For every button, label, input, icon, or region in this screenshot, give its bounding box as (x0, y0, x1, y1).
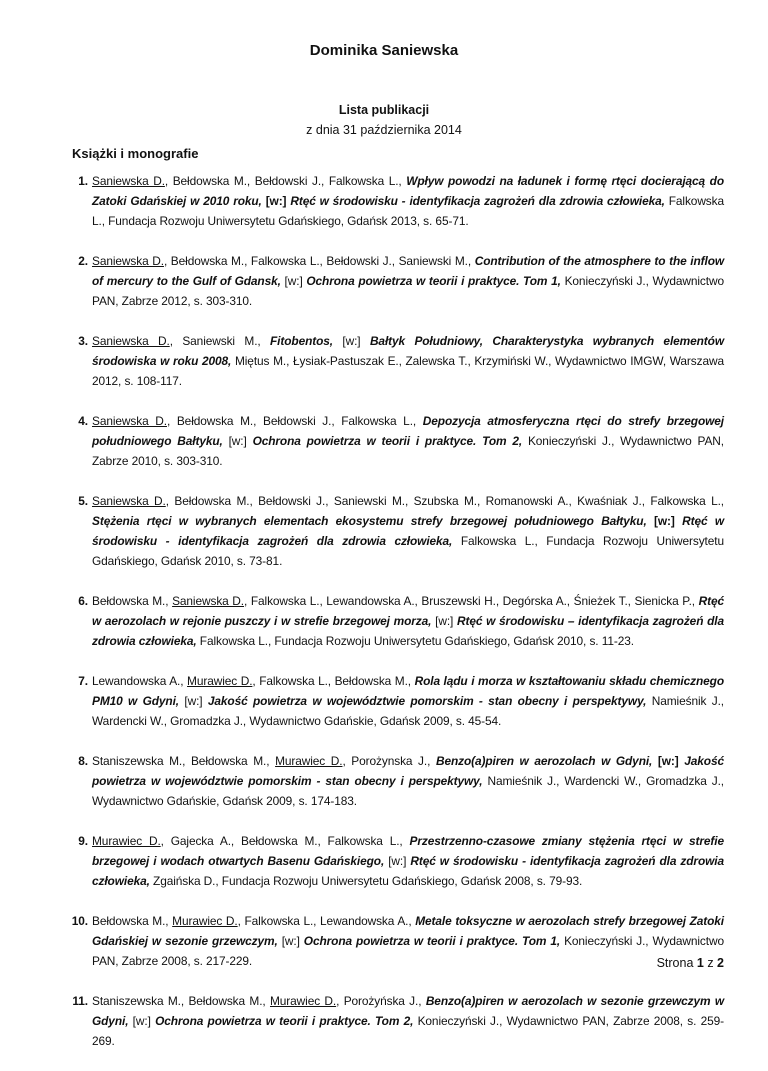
entry-title: Ochrona powietrza w teorii i praktyce. Tom 1, (303, 934, 561, 948)
entry-title: Benzo(a)piren w aerozolach w sezonie grzewczym w Gdyni, (92, 994, 724, 1028)
entry-title: Wpływ powodzi na ładunek i formę rtęci docierającą do Zatoki Gdańskiej w 2010 roku, (92, 174, 725, 208)
entry-title: Rola lądu i morza w kształtowaniu składu chemicznego PM10 w Gdyni, (92, 674, 724, 708)
document-subheader (0, 100, 768, 140)
entry-number: 4. (78, 414, 88, 428)
entry-text: Konieczyński J., Wydawnictwo PAN, Zabrze 2012, s. 303-310. (92, 274, 724, 308)
entry-title: Jakość powietrza w województwie pomorskim - stan obecny i perspektywy, (92, 754, 724, 788)
publication-entry (78, 491, 725, 571)
entry-number: 7. (78, 674, 88, 688)
author-highlight: Murawiec D. (187, 674, 253, 688)
entry-text: Zgaińska D., Fundacja Rozwoju Uniwersytetu Gdańskiego, Gdańsk 2008, s. 79-93. (149, 874, 583, 888)
entry-text: Falkowska L., Fundacja Rozwoju Uniwersytetu Gdańskiego, Gdańsk 2013, s. 65-71. (92, 194, 725, 228)
entry-title: Jakość powietrza w województwie pomorskim - stan obecny i perspektywy, (207, 694, 647, 708)
publication-entry (72, 991, 724, 1051)
entry-number: 8. (78, 754, 88, 768)
entry-text: , Bełdowska M., Bełdowski J., Falkowska L., (166, 414, 423, 428)
entry-text: Konieczyński J., Wydawnictwo PAN, Zabrze 2010, s. 303-310. (92, 434, 724, 468)
publication-entry (78, 331, 724, 391)
publication-entry (78, 831, 724, 891)
entry-text: [w:] (431, 614, 457, 628)
entry-text: [w:] (277, 934, 304, 948)
document-title: Dominika Saniewska (309, 42, 459, 59)
publication-entry (78, 251, 725, 311)
entry-text: Bełdowska M., (92, 914, 173, 928)
author-highlight: Saniewska D. (172, 594, 245, 608)
publication-entry (71, 911, 724, 971)
current-page: 1 (696, 956, 704, 970)
publication-entry (78, 591, 724, 651)
entry-text: , Falkowska L., Lewandowska A., Bruszewski H., Degórska A., Śnieżek T., Sienicka P., (244, 594, 699, 608)
entry-text: , Saniewski M., (169, 334, 271, 348)
entry-number: 10. (71, 914, 88, 928)
entry-text: , Porożyńska J., (336, 994, 426, 1008)
author-highlight: Saniewska D. (92, 494, 166, 508)
entry-text: , Bełdowska M., Bełdowski J., Saniewski M., Szubska M., Romanowski A., Kwaśniak J., Falkowska L., (165, 494, 725, 508)
entry-text: [w:] (333, 334, 370, 348)
entry-text: Miętus M., Łysiak-Pastuszak E., Zalewska T., Krzymiński W., Wydawnictwo IMGW, Warszawa 2012, s. 108-117. (92, 354, 724, 388)
entry-text: Namieśnik J., Wardencki W., Gromadzka J., Wydawnictwo Gdańskie, Gdańsk 2009, s. 45-54. (92, 694, 725, 728)
author-highlight: Murawiec D. (92, 834, 161, 848)
entry-text: Staniszewska M., Bełdowska M., (92, 754, 276, 768)
entry-text: Konieczyński J., Wydawnictwo PAN, Zabrze 2008, s. 217-229. (92, 934, 724, 968)
section-heading: Książki i monografie (72, 146, 199, 161)
in-marker: [w:] (652, 754, 685, 768)
entry-title: Benzo(a)piren w aerozolach w Gdyni, (435, 754, 653, 768)
entry-text: [w:] (222, 434, 253, 448)
author-highlight: Saniewska D. (92, 174, 165, 188)
entry-text: Konieczyński J., Wydawnictwo PAN, Zabrze 2008, s. 259-269. (92, 1014, 724, 1048)
author-highlight: Murawiec D. (172, 914, 238, 928)
entry-text: , Falkowska L., Lewandowska A., (237, 914, 416, 928)
in-marker: [w:] (261, 194, 291, 208)
entry-title: Rtęć w środowisku - identyfikacja zagrożeń dla zdrowia człowieka, (290, 194, 665, 208)
entry-number: 9. (78, 834, 88, 848)
entry-title: Stężenia rtęci w wybranych elementach ekosystemu strefy brzegowej południowego Bałtyku, (92, 514, 647, 528)
entry-text: Falkowska L., Fundacja Rozwoju Uniwersytetu Gdańskiego, Gdańsk 2010, s. 11-23. (196, 634, 634, 648)
entry-title: Rtęć w środowisku - identyfikacja zagrożeń dla zdrowia człowieka, (92, 854, 724, 888)
total-pages: 2 (717, 956, 724, 970)
entry-title: Przestrzenno-czasowe zmiany stężenia rtęci w strefie brzegowej i wodach otwartych Basenu Gdańskiego, (92, 834, 724, 868)
entry-text: Namieśnik J., Wardencki W., Gromadzka J., Wydawnictwo Gdańskie, Gdańsk 2009, s. 174-183. (92, 774, 725, 808)
entry-title: Ochrona powietrza w teorii i praktyce. Tom 2, (155, 1014, 414, 1028)
entry-text: Bełdowska M., (92, 594, 173, 608)
entry-text: , Bełdowska M., Bełdowski J., Falkowska L., (164, 174, 407, 188)
author-highlight: Saniewska D. (92, 334, 170, 348)
entry-title: Rtęć w środowisku - identyfikacja zagrożeń dla zdrowia człowieka, (92, 514, 724, 548)
in-marker: [w:] (646, 514, 683, 528)
entry-title: Rtęć w aerozolach w rejonie puszczy i w strefie brzegowej morza, (92, 594, 724, 628)
publication-entry (78, 671, 725, 731)
entry-text: Staniszewska M., Bełdowska M., (92, 994, 270, 1008)
entry-text: Falkowska L., Fundacja Rozwoju Uniwersytetu Gdańskiego, Gdańsk 2010, s. 73-81. (92, 534, 724, 568)
entry-number: 5. (78, 494, 88, 508)
publication-entry (78, 751, 725, 811)
entry-number: 11. (72, 994, 88, 1008)
entry-text: , Porożynska J., (342, 754, 436, 768)
publication-entry (78, 411, 725, 471)
entry-title: Contribution of the atmosphere to the inflow of mercury to the Gulf of Gdansk, (92, 254, 725, 288)
entry-title: Bałtyk Południowy, Charakterystyka wybranych elementów środowiska w roku 2008, (92, 334, 724, 368)
entry-text: [w:] (280, 274, 307, 288)
entry-title: Ochrona powietrza w teorii i praktyce. Tom 2, (252, 434, 523, 448)
entry-number: 1. (78, 174, 88, 188)
entry-text: , Bełdowska M., Falkowska L., Bełdowski J., Saniewski M., (163, 254, 475, 268)
footer-label: Strona (656, 956, 697, 970)
entry-number: 3. (78, 334, 88, 348)
entry-title: Rtęć w środowisku – identyfikacja zagrożeń dla zdrowia człowieka, (92, 614, 724, 648)
publication-entry (78, 171, 725, 231)
author-highlight: Murawiec D. (275, 754, 343, 768)
entry-text: Lewandowska A., (92, 674, 188, 688)
publication-list (71, 171, 725, 1071)
page-footer (657, 956, 724, 970)
entry-title: Ochrona powietrza w teorii i praktyce. Tom 1, (306, 274, 561, 288)
entry-text: [w:] (128, 1014, 156, 1028)
list-date: z dnia 31 października 2014 (306, 123, 462, 137)
entry-text: [w:] (179, 694, 208, 708)
entry-number: 6. (78, 594, 88, 608)
author-highlight: Murawiec D. (269, 994, 337, 1008)
entry-text: , Falkowska L., Bełdowska M., (252, 674, 415, 688)
entry-title: Depozycja atmosferyczna rtęci do strefy brzegowej południowego Bałtyku, (92, 414, 725, 448)
list-title: Lista publikacji (338, 103, 430, 117)
entry-number: 2. (78, 254, 88, 268)
entry-text: , Gajecka A., Bełdowska M., Falkowska L., (160, 834, 410, 848)
entry-title: Fitobentos, (270, 334, 333, 348)
entry-title: Metale toksyczne w aerozolach strefy brzegowej Zatoki Gdańskiej w sezonie grzewczym, (92, 914, 724, 948)
author-highlight: Saniewska D. (92, 254, 164, 268)
author-highlight: Saniewska D. (92, 414, 167, 428)
footer-sep: z (703, 956, 718, 970)
entry-text: [w:] (384, 854, 411, 868)
